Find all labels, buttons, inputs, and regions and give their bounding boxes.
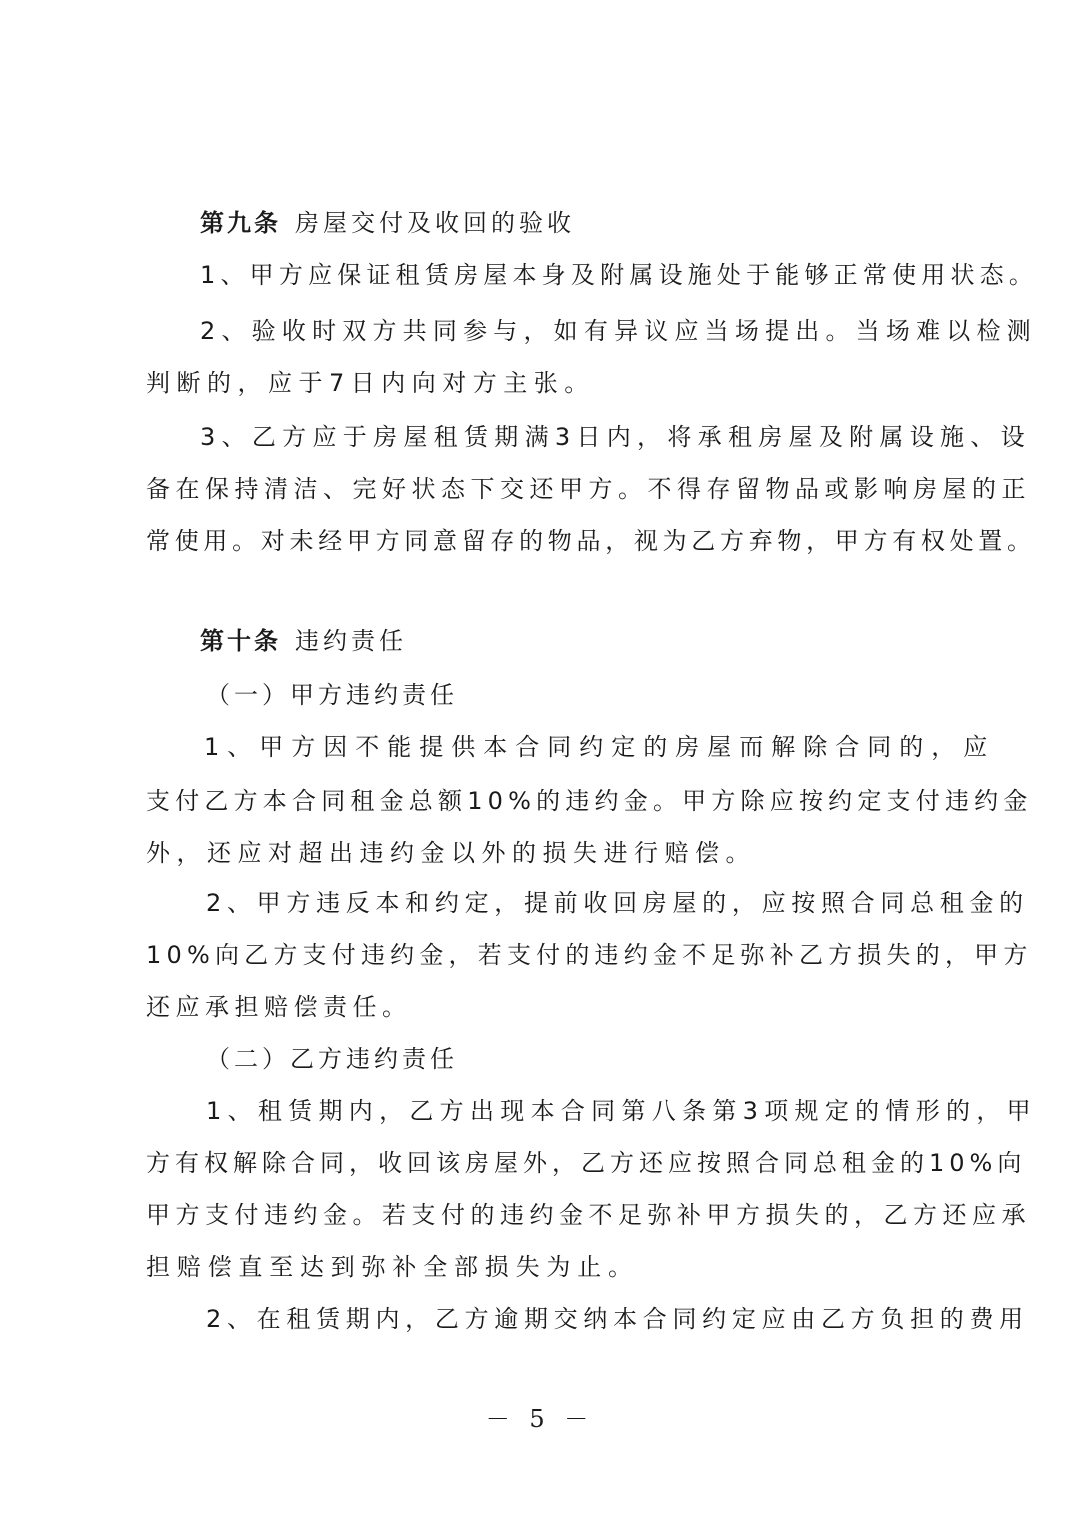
article-10-paragraph-line: 2、甲方违反本和约定，提前收回房屋的，应按照合同总租金的 bbox=[206, 889, 1029, 917]
article-9-paragraph-line: 1、甲方应保证租赁房屋本身及附属设施处于能够正常使用状态。 bbox=[200, 261, 1039, 289]
article-9-number: 第九条 bbox=[200, 209, 281, 237]
article-9-paragraph-line: 备在保持清洁、完好状态下交还甲方。不得存留物品或影响房屋的正 bbox=[146, 475, 1031, 503]
article-10-paragraph-line: 甲方支付违约金。若支付的违约金不足弥补甲方损失的，乙方还应承 bbox=[146, 1201, 1031, 1229]
article-10-number: 第十条 bbox=[200, 627, 281, 655]
article-9-paragraph-line: 3、乙方应于房屋租赁期满3日内，将承租房屋及附属设施、设 bbox=[200, 423, 1031, 451]
article-9-paragraph-line: 2、验收时双方共同参与，如有异议应当场提出。当场难以检测 bbox=[200, 317, 1037, 345]
article-10-title: 违约责任 bbox=[295, 627, 407, 655]
article-10-paragraph-line: 还应承担赔偿责任。 bbox=[146, 993, 412, 1021]
article-9-paragraph-line: 判断的，应于7日内向对方主张。 bbox=[146, 369, 595, 397]
article-10-paragraph-line: 10%向乙方支付违约金，若支付的违约金不足弥补乙方损失的，甲方 bbox=[146, 941, 1033, 969]
article-9-paragraph-line: 常使用。对未经甲方同意留存的物品，视为乙方弃物，甲方有权处置。 bbox=[146, 527, 1036, 555]
article-10-paragraph-line: 2、在租赁期内，乙方逾期交纳本合同约定应由乙方负担的费用 bbox=[206, 1305, 1029, 1333]
article-10-heading bbox=[200, 624, 407, 658]
article-9-title: 房屋交付及收回的验收 bbox=[295, 209, 575, 237]
article-10-paragraph-line: 外，还应对超出违约金以外的损失进行赔偿。 bbox=[146, 839, 756, 867]
article-10-paragraph-line: 1、租赁期内，乙方出现本合同第八条第3项规定的情形的，甲 bbox=[206, 1097, 1037, 1125]
article-10-paragraph-line: 方有权解除合同，收回该房屋外，乙方还应按照合同总租金的10%向 bbox=[146, 1149, 1027, 1177]
article-9-heading bbox=[200, 206, 575, 240]
article-10-subheading: （一）甲方违约责任 bbox=[206, 681, 458, 709]
article-10-paragraph-line: 担赔偿直至达到弥补全部损失为止。 bbox=[146, 1253, 639, 1281]
article-10-paragraph-line: 支付乙方本合同租金总额10%的违约金。甲方除应按约定支付违约金 bbox=[146, 787, 1033, 815]
article-10-subheading: （二）乙方违约责任 bbox=[206, 1045, 458, 1073]
page-number: － 5 － bbox=[485, 1405, 595, 1433]
article-10-paragraph-line: 1、甲方因不能提供本合同约定的房屋而解除合同的，应 bbox=[204, 733, 996, 761]
